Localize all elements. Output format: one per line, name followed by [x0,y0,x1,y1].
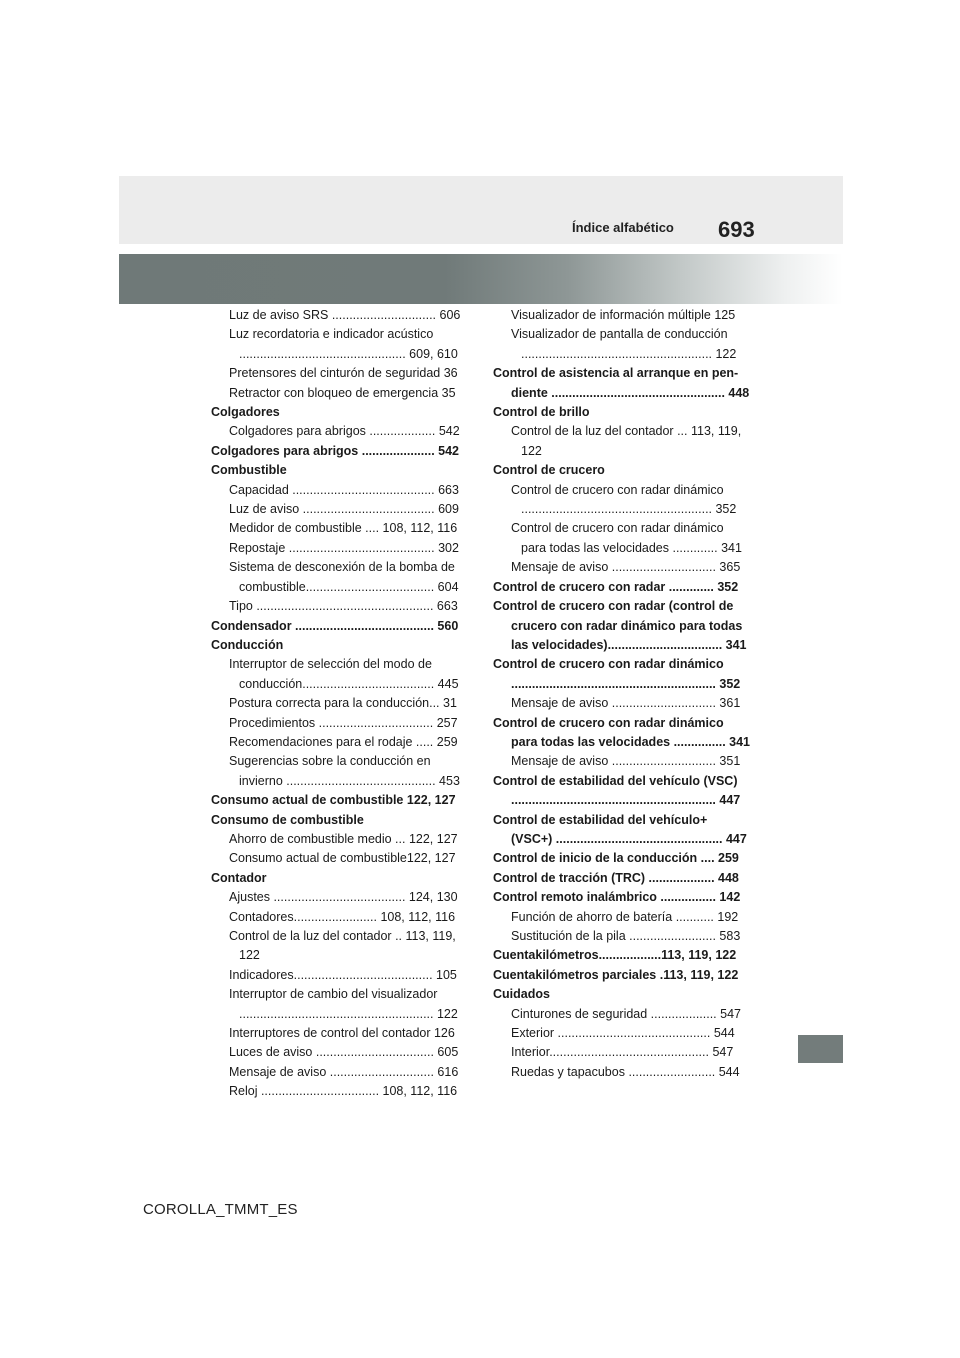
index-entry-main: Control de brillo [493,405,590,420]
index-entry-sub: conducción...................................... 445 [239,676,459,691]
index-entry-sub: para todas las velocidades ............... 341 [511,734,750,749]
index-entry-main: Control de crucero con radar ............. 352 [493,579,739,594]
index-entry-sub: invierno ........................................... 453 [239,773,460,788]
index-entry-main: Control de crucero con radar (control de [493,599,734,614]
index-entry-sub: Cinturones de seguridad ................... 547 [511,1006,741,1021]
index-column-left [211,306,463,1102]
header-gradient-bar [119,254,843,304]
index-entry-sub: Luz de aviso SRS .............................. 606 [229,308,461,322]
index-entry-main: Control de inicio de la conducción .... 259 [493,851,739,866]
index-entry-sub: Ajustes ...................................... 124, 130 [229,890,458,905]
footer-document-code: COROLLA_TMMT_ES [143,1201,298,1218]
index-entry-sub: Repostaje .......................................... 302 [229,540,459,555]
index-entry-sub: Luz de aviso ...................................... 609 [229,502,459,517]
section-title: Índice alfabético [572,220,674,235]
index-entry-main: Control de crucero con radar dinámico [493,715,724,730]
index-entry-sub: Control de crucero con radar dinámico [511,482,724,497]
index-entry-main: Control de estabilidad del vehículo+ [493,812,708,827]
index-entry-sub: Interruptores de control del contador 126 [229,1026,455,1041]
index-entry-sub: Control de la luz del contador ... 113, 119, [511,424,742,439]
index-column-right [493,306,750,1082]
index-entry-sub: Postura correcta para la conducción... 31 [229,696,457,711]
index-entry-main: Control de estabilidad del vehículo (VSC) [493,773,738,788]
index-entry-sub: Recomendaciones para el rodaje ..... 259 [229,734,458,749]
index-entry-sub: Mensaje de aviso .............................. 361 [511,696,741,711]
index-entry-main: Control de crucero [493,463,605,478]
index-entry-main: Consumo de combustible [211,812,364,827]
index-entry-sub: Capacidad ......................................... 663 [229,482,459,497]
index-entry-sub: Medidor de combustible .... 108, 112, 116 [229,521,458,536]
index-entry-main: Colgadores para abrigos ..................... 542 [211,443,459,458]
index-entry-sub: ........................................................... 352 [511,676,741,691]
index-entry-sub: ........................................................ 122 [239,1006,458,1021]
index-entry-sub: Sustitución de la pila ......................... 583 [511,929,741,943]
index-entry-sub: Luz recordatoria e indicador acústico [229,327,434,342]
index-entry-main: Control de asistencia al arranque en pen- [493,366,739,381]
index-entry-sub: Exterior ............................................ 544 [511,1026,735,1041]
index-entry-sub: Interruptor de selección del modo de [229,657,432,672]
index-entry-sub: Función de ahorro de batería ........... 192 [511,909,739,924]
index-entry-sub: Contadores........................ 108, 112, 116 [229,909,456,924]
index-entry-main: Cuentakilómetros..................113, 119, 122 [493,948,737,963]
index-entry-sub: Consumo actual de combustible122, 127 [229,851,456,866]
index-entry-main: Cuidados [493,987,550,1002]
index-entry-main: Cuentakilómetros parciales .113, 119, 122 [493,967,739,982]
index-entry-main: Colgadores [211,405,280,420]
index-entry-sub: Ruedas y tapacubos ......................... 544 [511,1064,740,1079]
index-entry-sub: Control de crucero con radar dinámico [511,521,724,536]
index-entry-sub: Sistema de desconexión de la bomba de [229,560,455,575]
index-entry-sub: Pretensores del cinturón de seguridad 36 [229,366,458,381]
index-entry-main: Control de tracción (TRC) ................... 448 [493,870,739,885]
index-entry-sub: Reloj .................................. 108, 112, 116 [229,1084,458,1099]
index-entry-sub: ....................................................... 122 [521,346,737,361]
index-entry-sub: para todas las velocidades ............. 341 [521,540,742,555]
index-entry-sub: Visualizador de información múltiple 125 [511,308,736,322]
index-entry-sub: 122 [521,443,542,458]
index-entry-main: Combustible [211,463,287,478]
index-entry-sub: Indicadores........................................ 105 [229,967,457,982]
index-entry-sub: 122 [239,948,260,963]
index-entry-sub: Colgadores para abrigos ................... 542 [229,424,460,439]
index-entry-sub: Mensaje de aviso .............................. 616 [229,1064,459,1079]
index-entry-sub: crucero con radar dinámico para todas [511,618,743,633]
index-entry-sub: Control de la luz del contador .. 113, 119, [229,929,456,943]
index-entry-sub: (VSC+) ................................................ 447 [511,831,747,846]
index-entry-sub: Mensaje de aviso .............................. 351 [511,754,741,769]
index-entry-sub: Ahorro de combustible medio ... 122, 127 [229,831,458,846]
page-number: 693 [718,217,755,242]
index-entry-main: Consumo actual de combustible 122, 127 [211,793,456,808]
section-thumb-tab [798,1035,843,1063]
index-entry-sub: Luces de aviso .................................. 605 [229,1045,459,1060]
index-entry-sub: Interruptor de cambio del visualizador [229,987,438,1002]
index-entry-sub: Mensaje de aviso .............................. 365 [511,560,741,575]
index-entry-main: Conducción [211,637,284,652]
index-entry-main: Control remoto inalámbrico ................ 142 [493,890,741,905]
index-entry-sub: Tipo ................................................... 663 [229,599,458,614]
index-entry-sub: ....................................................... 352 [521,502,737,517]
index-entry-sub: ................................................ 609, 610 [239,346,458,361]
index-entry-sub: Interior.............................................. 547 [511,1045,734,1060]
index-entry-sub: ........................................................... 447 [511,793,741,808]
index-entry-sub: las velocidades)................................. 341 [511,637,747,652]
index-entry-sub: Visualizador de pantalla de conducción [511,327,728,342]
index-entry-main: Contador [211,870,267,885]
index-entry-sub: Procedimientos ................................. 257 [229,715,458,730]
index-entry-sub: Sugerencias sobre la conducción en [229,754,431,769]
index-entry-main: Control de crucero con radar dinámico [493,657,724,672]
index-entry-sub: diente .................................................. 448 [511,385,750,400]
index-entry-main: Condensador ........................................ 560 [211,618,459,633]
index-entry-sub: combustible..................................... 604 [239,579,459,594]
index-entry-sub: Retractor con bloqueo de emergencia 35 [229,385,456,400]
